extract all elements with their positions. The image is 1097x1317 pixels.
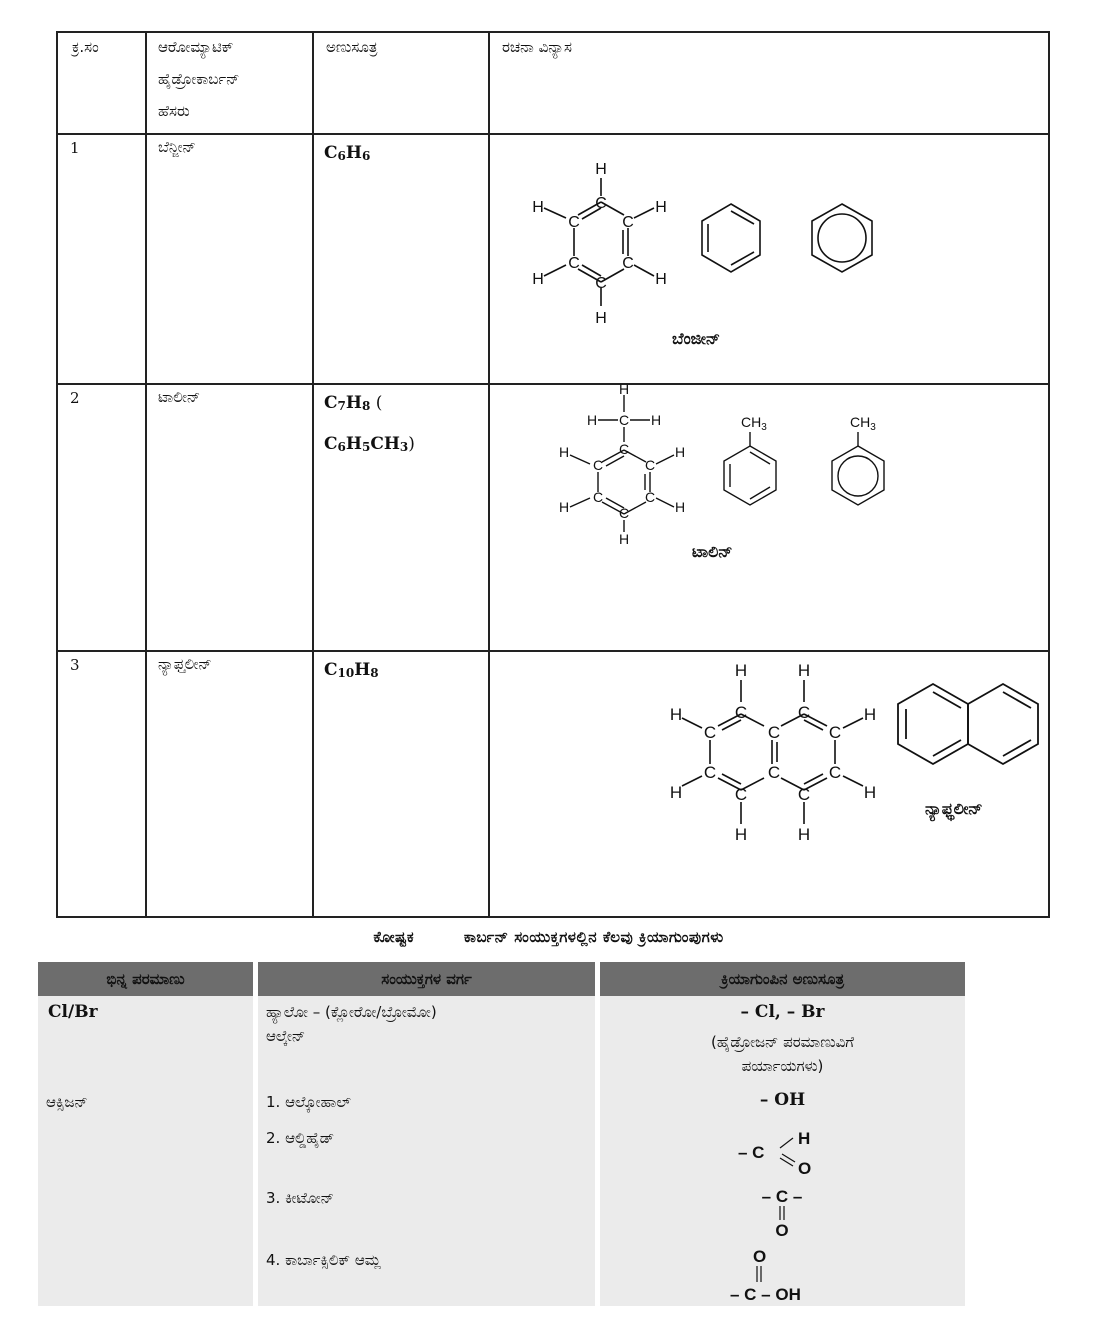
svg-text:H: H bbox=[650, 412, 662, 428]
header-hetero-atom: ಭಿನ್ನ ಪರಮಾಣು bbox=[38, 962, 253, 996]
class-alcohol: 1. ಆಲ್ಕೋಹಾಲ್ bbox=[266, 1093, 351, 1111]
svg-text:C: C bbox=[618, 441, 630, 457]
benzene-label: ಬೆಂಜೀನ್ bbox=[672, 329, 721, 348]
svg-text:C: C bbox=[828, 723, 842, 742]
svg-text:C: C bbox=[734, 703, 748, 722]
svg-text:C: C bbox=[644, 489, 656, 505]
svg-text:H: H bbox=[558, 499, 570, 515]
benzene-circle-structure bbox=[812, 204, 872, 272]
svg-text:H: H bbox=[669, 783, 683, 802]
row-number: 2 bbox=[70, 389, 80, 407]
svg-text:H: H bbox=[734, 825, 748, 844]
svg-text:C: C bbox=[734, 785, 748, 804]
svg-text:H: H bbox=[863, 705, 877, 724]
svg-text:– C – OH: – C – OH bbox=[730, 1285, 801, 1304]
table-border bbox=[145, 31, 147, 918]
header-structure: ರಚನಾ ವಿನ್ಯಾಸ bbox=[502, 38, 572, 56]
svg-text:H: H bbox=[669, 705, 683, 724]
atom-labels bbox=[559, 382, 685, 547]
svg-text:H: H bbox=[798, 1129, 811, 1148]
benzene-structures bbox=[520, 160, 900, 330]
naphthalene-kekule-structure bbox=[682, 680, 863, 824]
svg-text:C: C bbox=[592, 457, 604, 473]
svg-text:H: H bbox=[655, 271, 667, 288]
svg-text:H: H bbox=[797, 661, 811, 680]
group-halo: – Cl, – Br bbox=[740, 1002, 825, 1022]
svg-text:C: C bbox=[595, 195, 607, 212]
molecular-formula: $C_{10}H_8$ bbox=[324, 660, 379, 680]
svg-text:H: H bbox=[674, 499, 686, 515]
carboxyl-group bbox=[730, 1246, 840, 1304]
svg-text:H: H bbox=[532, 271, 544, 288]
svg-text:H: H bbox=[532, 199, 544, 216]
svg-text:C: C bbox=[703, 763, 717, 782]
table-border bbox=[56, 916, 1050, 918]
svg-text:C: C bbox=[568, 255, 580, 272]
svg-text:C: C bbox=[797, 703, 811, 722]
header-name bbox=[158, 31, 239, 127]
methyl-label: $CH_3$ bbox=[850, 414, 876, 433]
svg-text:H: H bbox=[655, 199, 667, 216]
hetero-atom-oxygen: ಆಕ್ಸಿಜನ್ bbox=[46, 1093, 88, 1111]
svg-text:C: C bbox=[618, 505, 630, 521]
svg-text:C: C bbox=[767, 763, 781, 782]
svg-text:H: H bbox=[618, 531, 630, 547]
svg-text:H: H bbox=[586, 412, 598, 428]
header-compound-class: ಸಂಯುಕ್ತಗಳ ವರ್ಗ bbox=[258, 962, 595, 996]
class-haloalkane: ಹ್ಯಾಲೋ – (ಕ್ಲೋರೋ/ಬ್ರೋಮೋ) ಆಲ್ಕೇನ್ bbox=[266, 1003, 437, 1045]
svg-text:H: H bbox=[734, 661, 748, 680]
table-border bbox=[312, 31, 314, 918]
molecular-formula: $C_7H_8$ ( $C_6H_5CH_3$) bbox=[324, 393, 415, 454]
toluene-line-structure bbox=[724, 432, 776, 505]
class-ketone: 3. ಕೀಟೋನ್ bbox=[266, 1189, 334, 1207]
svg-text:H: H bbox=[797, 825, 811, 844]
svg-text:O: O bbox=[798, 1159, 812, 1178]
hydrocarbon-name: ಬೆನ್ಜೀನ್ bbox=[158, 138, 196, 156]
atom-labels bbox=[670, 661, 876, 844]
ketone-group bbox=[754, 1182, 834, 1238]
header-functional-group: ಕ್ರಿಯಾಗುಂಪಿನ ಅಣುಸೂತ್ರ bbox=[600, 962, 965, 996]
svg-text:C: C bbox=[767, 723, 781, 742]
svg-text:O: O bbox=[753, 1247, 767, 1266]
class-aldehyde: 2. ಆಲ್ಡಿಹೈಡ್ bbox=[266, 1129, 335, 1147]
svg-text:H: H bbox=[674, 444, 686, 460]
toluene-label: ಟಾಲಿನ್ bbox=[692, 542, 733, 561]
svg-text:C: C bbox=[592, 489, 604, 505]
row-number: 3 bbox=[70, 656, 80, 674]
header-name-line: ಆರೋಮ್ಯಾಟಿಕ್ bbox=[158, 38, 234, 56]
table-border bbox=[488, 31, 490, 918]
molecular-formula: $C_6H_6$ bbox=[324, 143, 371, 163]
svg-text:O: O bbox=[775, 1221, 789, 1238]
toluene-structures bbox=[548, 382, 908, 547]
benzene-line-structure bbox=[702, 204, 760, 272]
group-hydroxyl: – OH bbox=[759, 1090, 806, 1110]
caption-title: ಕಾರ್ಬನ್ ಸಂಯುಕ್ತಗಳಲ್ಲಿನ ಕೆಲವು ಕ್ರಿಯಾಗುಂಪುಗಳು bbox=[463, 928, 724, 946]
svg-text:H: H bbox=[618, 382, 630, 397]
naphthalene-line-structure bbox=[898, 684, 1038, 764]
row-number: 1 bbox=[70, 139, 80, 157]
svg-text:C: C bbox=[644, 457, 656, 473]
svg-text:C: C bbox=[618, 412, 630, 428]
methyl-label: $CH_3$ bbox=[741, 414, 767, 433]
class-carboxylic-acid: 4. ಕಾರ್ಬಾಕ್ಸಿಲಿಕ್ ಆಮ್ಲ bbox=[266, 1251, 381, 1269]
hydrocarbon-name: ನ್ಯಾಫ್ತಲೀನ್ bbox=[158, 655, 212, 673]
naphthalene-label: ನ್ಯಾಫ್ಥಲೀನ್ bbox=[925, 799, 983, 818]
hydrocarbon-name: ಟಾಲೀನ್ bbox=[158, 388, 201, 406]
svg-text:H: H bbox=[863, 783, 877, 802]
svg-text:C: C bbox=[622, 214, 634, 231]
svg-text:– C: – C bbox=[738, 1143, 765, 1162]
svg-text:C: C bbox=[797, 785, 811, 804]
svg-text:C: C bbox=[622, 255, 634, 272]
header-formula: ಅಣುಸೂತ್ರ bbox=[326, 38, 378, 56]
svg-text:H: H bbox=[558, 444, 570, 460]
hetero-atom-halogen: Cl/Br bbox=[48, 1002, 98, 1022]
svg-text:H: H bbox=[595, 310, 607, 327]
naphthalene-structures bbox=[664, 656, 1054, 846]
group-halo-note: (ಹೈಡ್ರೋಜನ್ ಪರಮಾಣುವಿಗೆ ಪರ್ಯಾಯಗಳು) bbox=[710, 1033, 855, 1075]
toluene-circle-structure bbox=[832, 432, 884, 505]
svg-text:C: C bbox=[568, 214, 580, 231]
svg-text:C: C bbox=[595, 275, 607, 292]
aldehyde-group bbox=[738, 1122, 828, 1182]
svg-text:H: H bbox=[595, 161, 607, 178]
svg-text:C: C bbox=[828, 763, 842, 782]
atom-labels bbox=[532, 161, 667, 327]
functional-groups-table bbox=[38, 962, 965, 1306]
header-name-line: ಹೆಸರು bbox=[158, 102, 190, 120]
table-border bbox=[56, 133, 1050, 135]
caption-label: ಕೋಷ್ಟಕ bbox=[373, 928, 415, 946]
svg-text:– C –: – C – bbox=[761, 1187, 803, 1206]
svg-text:C: C bbox=[703, 723, 717, 742]
header-name-line: ಹೈಡ್ರೋಕಾರ್ಬನ್ bbox=[158, 70, 240, 88]
table-border bbox=[56, 31, 58, 918]
table-caption bbox=[0, 928, 1097, 946]
header-sno: ಕ್ರ.ಸಂ bbox=[72, 38, 99, 56]
